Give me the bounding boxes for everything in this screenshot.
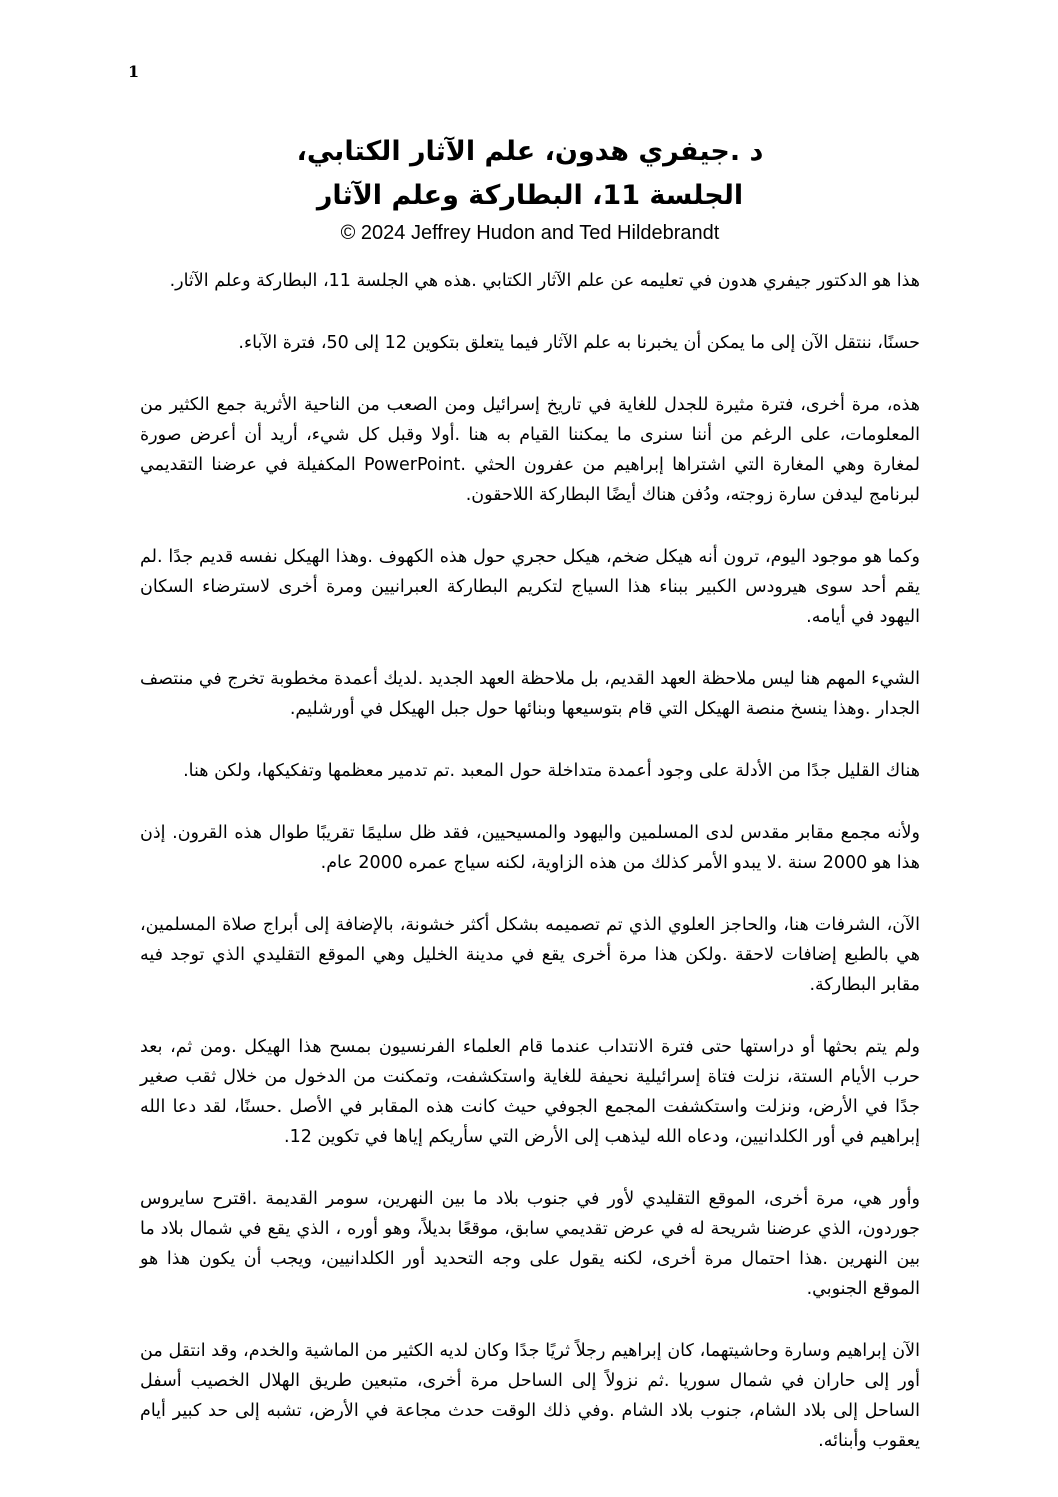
document-body [140,266,920,1488]
paragraph: هذا هو الدكتور جيفري هدون في تعليمه عن علم الآثار الكتابي .هذه هي الجلسة 11، البطاركة وعلم الآثار. [169,271,920,291]
page-number: 1 [128,62,140,81]
paragraph: الآن إبراهيم وسارة وحاشيتهما، كان إبراهيم رجلاً ثريًا جدًا وكان لديه الكثير من الماشية والخدم، وقد انتقل من أور إلى حاران في شمال سوريا .ثم نزولاً إلى الساحل مرة أخرى، متبعين طريق الهلال الخصيب أسفل الساحل إلى بلاد الشام، جنوب بلاد الشام .وفي ذلك الوقت حدث مجاعة في الأرض، تشبه إلى حد كبير أيام يعقوب وأبنائه. [140,1341,920,1451]
paragraph: هناك القليل جدًا من الأدلة على وجود أعمدة متداخلة حول المعبد .تم تدمير معظمها وتفكيكها، ولكن هنا. [183,761,920,781]
paragraph: الآن، الشرفات هنا، والحاجز العلوي الذي تم تصميمه بشكل أكثر خشونة، بالإضافة إلى أبراج صلاة المسلمين، هي بالطبع إضافات لاحقة .ولكن هذا مرة أخرى يقع في مدينة الخليل وهي الموقع التقليدي الذي توجد فيه مقابر البطاركة. [140,915,920,995]
copyright-notice: © 2024 Jeffrey Hudon and Ted Hildebrandt [340,222,720,244]
paragraph: ولم يتم بحثها أو دراستها حتى فترة الانتداب عندما قام العلماء الفرنسيون بمسح هذا الهيكل .ومن ثم، بعد حرب الأيام الستة، نزلت فتاة إسرائيلية نحيفة للغاية واستكشفت، وتمكنت من الدخول من خلال ثقب صغير جدًا في الأرض، ونزلت واستكشفت المجمع الجوفي حيث كانت هذه المقابر في الأصل .حسنًا، لقد دعا الله إبراهيم في أور الكلدانيين، ودعاه الله ليذهب إلى الأرض التي سأريكم إياها في تكوين 12. [140,1037,920,1147]
paragraph: الشيء المهم هنا ليس ملاحظة العهد القديم، بل ملاحظة العهد الجديد .لديك أعمدة مخطوبة تخرج في منتصف الجدار .وهذا ينسخ منصة الهيكل التي قام بتوسيعها وبنائها حول جبل الهيكل في أورشليم. [140,669,920,719]
paragraph: هذه، مرة أخرى، فترة مثيرة للجدل للغاية في تاريخ إسرائيل ومن الصعب من الناحية الأثرية جمع الكثير من المعلومات، على الرغم من أننا سنرى ما يمكننا القيام به هنا .أولا وقبل كل شيء، أريد أن أعرض صورة لمغارة وهي المغارة التي اشتراها إبراهيم من عفرون الحثي .PowerPoint المكفيلة في عرضنا التقديمي لبرنامج ليدفن سارة زوجته، ودُفن هناك أيضًا البطاركة اللاحقون. [140,395,920,505]
paragraph: وكما هو موجود اليوم، ترون أنه هيكل ضخم، هيكل حجري حول هذه الكهوف .وهذا الهيكل نفسه قديم جدًا .لم يقم أحد سوى هيرودس الكبير ببناء هذا السياج لتكريم البطاركة العبرانيين ومرة أخرى لاسترضاء السكان اليهود في أيامه. [140,547,920,627]
paragraph: حسنًا، ننتقل الآن إلى ما يمكن أن يخبرنا به علم الآثار فيما يتعلق بتكوين 12 إلى 50، فترة الآباء. [238,333,920,353]
title-block [150,130,910,248]
paragraph: وأور هي، مرة أخرى، الموقع التقليدي لأور في جنوب بلاد ما بين النهرين، سومر القديمة .اقترح سايروس جوردون، الذي عرضنا شريحة له في عرض تقديمي سابق، موقعًا بديلاً، وهو أوره ، الذي يقع في شمال بلاد ما بين النهرين .هذا احتمال مرة أخرى، لكنه يقول على وجه التحديد أور الكلدانيين، ويجب أن يكون هذا هو الموقع الجنوبي. [140,1189,920,1299]
paragraph: ولأنه مجمع مقابر مقدس لدى المسلمين واليهود والمسيحيين، فقد ظل سليمًا تقريبًا طوال هذه القرون. إذن هذا هو 2000 سنة .لا يبدو الأمر كذلك من هذه الزاوية، لكنه سياج عمره 2000 عام. [140,823,920,873]
page-subtitle: الجلسة 11، البطاركة وعلم الآثار [316,180,744,211]
page-title: د .جيفري هدون، علم الآثار الكتابي، [296,136,764,167]
